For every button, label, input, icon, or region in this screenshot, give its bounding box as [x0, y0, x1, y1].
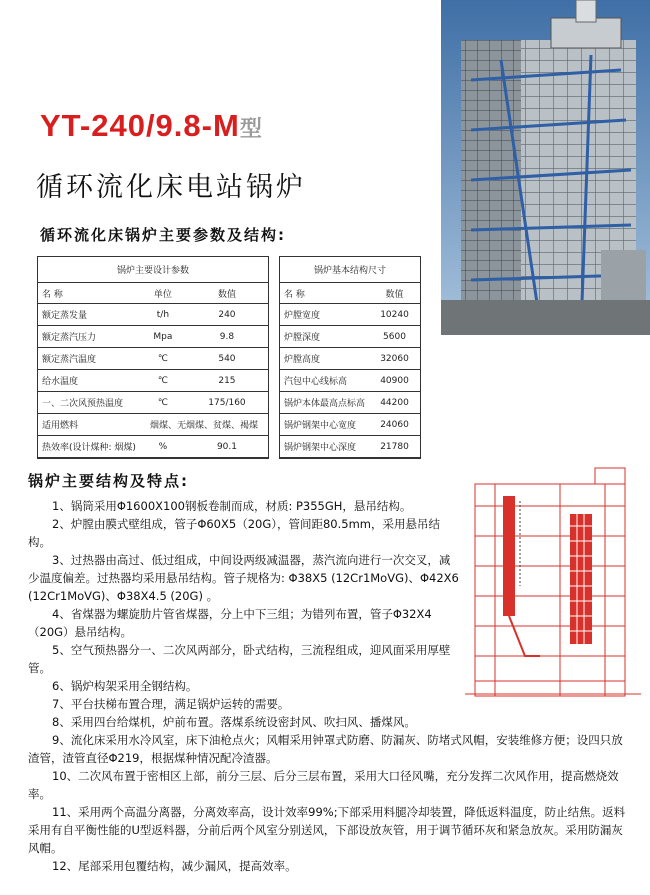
- column-header: 数值: [186, 283, 268, 304]
- column-header: 名 称: [38, 283, 140, 304]
- features-title: 锅炉主要结构及特点:: [28, 472, 189, 490]
- features-list-bottom: [28, 713, 628, 875]
- list-item: 4、省煤器为螺旋肋片管省煤器，分上中下三组；为错列布置，管子Φ32X4（20G）悬吊结构。: [28, 607, 432, 639]
- table-row: 锅炉钢架中心深度 21780: [280, 436, 420, 458]
- table-row: 热效率(设计煤种: 烟煤) % 90.1: [38, 436, 268, 458]
- table-row: 额定蒸汽压力 Mpa 9.8: [38, 326, 268, 348]
- column-header: 名 称: [280, 283, 369, 304]
- design-params-table: [37, 256, 269, 459]
- list-item: 10、二次风布置于密相区上部，前分三层、后分三层布置，采用大口径风嘴，充分发挥二次风作用，提高燃烧效率。: [28, 769, 619, 801]
- column-header: 单位: [140, 283, 186, 304]
- list-item: 3、过热器由高过、低过组成，中间设两级减温器，蒸汽流向进行一次交叉，减少温度偏差。过热器均采用悬吊结构。管子规格为: Φ38X5 (12Cr1MoVG)、Φ42X6 (12Cr1MoVG)、Φ38X4.5 (20G) 。: [28, 553, 459, 603]
- structure-dims-table: [279, 256, 421, 459]
- table-row: 适用燃料 烟煤、无烟煤、贫煤、褐煤: [38, 414, 268, 436]
- table-row: 额定蒸汽温度 ℃ 540: [38, 348, 268, 370]
- model-suffix: 型: [239, 116, 263, 141]
- page-subtitle: 循环流化床电站锅炉: [36, 172, 306, 203]
- table-row: 锅炉钢架中心宽度 24060: [280, 414, 420, 436]
- list-item: 11、采用两个高温分离器，分离效率高，设计效率99%;下部采用料腿冷却装置，降低返料温度，防止结焦。返料采用有自平衡性能的U型返料器，分前后两个风室分别送风，下部设放灰管，用于调节循环灰和紧急放灰。采用防漏灰风帽。: [28, 805, 626, 855]
- list-item: 2、炉膛由膜式壁组成，管子Φ60X5（20G），管间距80.5mm，采用悬吊结构。: [28, 517, 440, 549]
- boiler-photo: [441, 0, 650, 335]
- section-title: 循环流化床锅炉主要参数及结构:: [40, 226, 287, 244]
- table-row: 给水温度 ℃ 215: [38, 370, 268, 392]
- table-row: 汽包中心线标高 40900: [280, 370, 420, 392]
- table-row: 炉膛宽度 10240: [280, 304, 420, 326]
- list-item: 9、流化床采用水冷风室，床下油枪点火；风帽采用钟罩式防磨、防漏灰、防堵式风帽，安装维修方便；设四只放渣管，渣管直径Φ219，根据煤种情况配冷渣器。: [28, 733, 623, 765]
- table-row: 炉膛高度 32060: [280, 348, 420, 370]
- list-item: 1、锅筒采用Φ1600X100钢板卷制而成，材质: P355GH，悬吊结构。: [52, 499, 412, 513]
- table-row: 炉膛深度 5600: [280, 326, 420, 348]
- table-row: 锅炉本体最高点标高 44200: [280, 392, 420, 414]
- table-row: 额定蒸发量 t/h 240: [38, 304, 268, 326]
- list-item: 8、采用四台给煤机，炉前布置。落煤系统设密封风、吹扫风、播煤风。: [52, 715, 416, 729]
- list-item: 7、平台扶梯布置合理，满足锅炉运转的需要。: [52, 697, 290, 711]
- table-caption: 锅炉主要设计参数: [38, 257, 268, 283]
- list-item: 6、锅炉构架采用全钢结构。: [52, 679, 198, 693]
- table-row: 一、二次风预热温度 ℃ 175/160: [38, 392, 268, 414]
- list-item: 12、尾部采用包覆结构，减少漏风，提高效率。: [52, 859, 297, 873]
- column-header: 数值: [369, 283, 420, 304]
- boiler-section-diagram: [465, 466, 641, 710]
- table-caption: 锅炉基本结构尺寸: [280, 257, 420, 283]
- boiler-model: YT-240/9.8-M型: [40, 108, 263, 143]
- list-item: 5、空气预热器分一、二次风两部分，卧式结构，三流程组成，迎风面采用厚壁管。: [28, 643, 451, 675]
- features-list-top: [28, 497, 460, 713]
